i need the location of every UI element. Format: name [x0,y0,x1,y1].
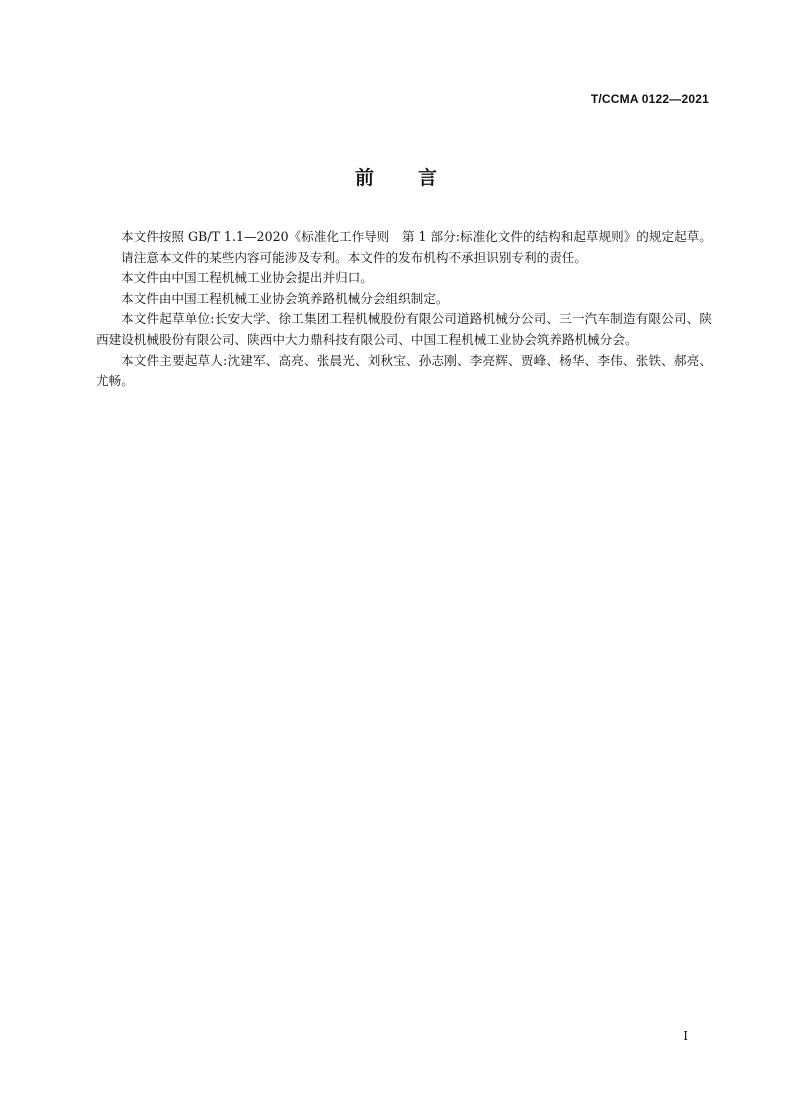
paragraph-organized-by: 本文件由中国工程机械工业协会筑养路机械分会组织制定。 [121,290,449,306]
paragraph-proposed-by: 本文件由中国工程机械工业协会提出并归口。 [121,270,373,286]
paragraph-patent-notice: 请注意本文件的某些内容可能涉及专利。本文件的发布机构不承担识别专利的责任。 [121,249,587,265]
title-char-2: 言 [418,167,438,189]
paragraph-drafting-units: 本文件起草单位:长安大学、徐工集团工程机械股份有限公司道路机械分公司、三一汽车制造有限公司、陕西建设机械股份有限公司、陕西中大力鼎科技有限公司、中国工程机械工业协会筑养路机械分会。 [96,311,712,347]
foreword-body [96,227,712,392]
document-code: T/CCMA 0122—2021 [590,92,709,106]
page-number: I [683,1029,688,1043]
paragraph-drafters: 本文件主要起草人:沈建军、高亮、张晨光、刘秋宝、孙志刚、李亮辉、贾峰、杨华、李伟、张铁、郝亮、尤畅。 [96,352,712,389]
title-char-1: 前 [354,167,374,189]
paragraph-drafting-rules: 本文件按照 GB/T 1.1—2020《标准化工作导则 第 1 部分:标准化文件的结构和起草规则》的规定起草。 [121,229,712,244]
page-title [0,163,792,190]
